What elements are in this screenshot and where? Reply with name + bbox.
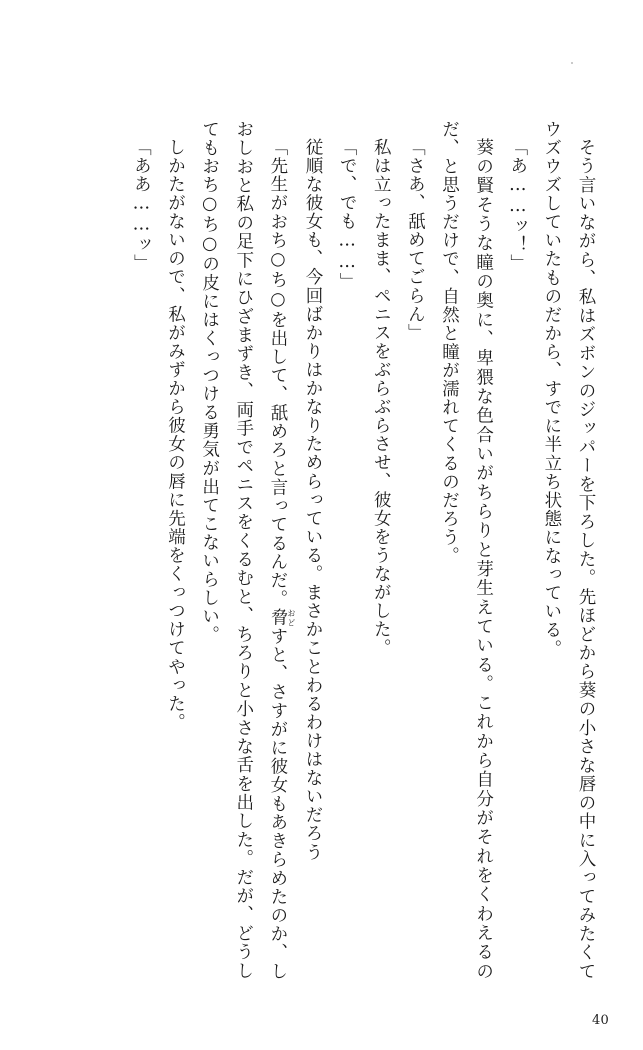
- paragraph: 葵の賢そうな瞳の奥に、卑猥な色合いがちらりと芽生えている。これから自分がそれをくわえるのだ、と思うだけで、自然と瞳が濡れてくるのだろう。: [439, 120, 494, 980]
- paragraph: 従順な彼女も、今回ばかりはかなりためらっている。まさかことわるわけはないだろう: [303, 137, 323, 861]
- page-number: 40: [591, 1013, 609, 1028]
- paragraph: しかたがないので、私がみずから彼女の唇に先端をくっつけてやった。: [165, 137, 186, 732]
- paragraph-dialogue: 「ああ……ッ」: [131, 137, 152, 273]
- ruby-base: 脅: [267, 607, 288, 627]
- ruby-paragraph-part-1: 「先生がおち○ち○を出して、舐めろと言ってるんだ。: [267, 137, 288, 608]
- paper-speck: [571, 62, 573, 64]
- paragraph-dialogue: 「さあ、舐めてごらん」: [405, 137, 426, 342]
- body-text: [60, 120, 603, 980]
- paragraph-dialogue: 「で、でも……」: [337, 137, 358, 291]
- ruby-text: おど: [286, 607, 296, 627]
- paragraph-dialogue: 「あ……ッ！」: [507, 137, 528, 273]
- paragraph: そう言いながら、私はズボンのジッパーを下ろした。先ほどから葵の小さな唇の中に入ってみたくてウズウズしていたものだから、すでに半立ち状態になっている。: [541, 120, 596, 980]
- ruby-paragraph-part-2: すと、さすがに彼女もあきらめたのか、しおしおと私の足下にひざまずき、両手でペニスをくるむと、ちろりと小さな舌を出した。だが、どうしてもおち○ち○の皮にはくっつける勇気が出てこないらしい。: [199, 120, 288, 981]
- ruby-annotation: [267, 607, 296, 627]
- paragraph: 私は立ったまま、ペニスをぶらぶらさせ、彼女をうながした。: [371, 137, 392, 657]
- paragraph-with-ruby: [193, 120, 296, 980]
